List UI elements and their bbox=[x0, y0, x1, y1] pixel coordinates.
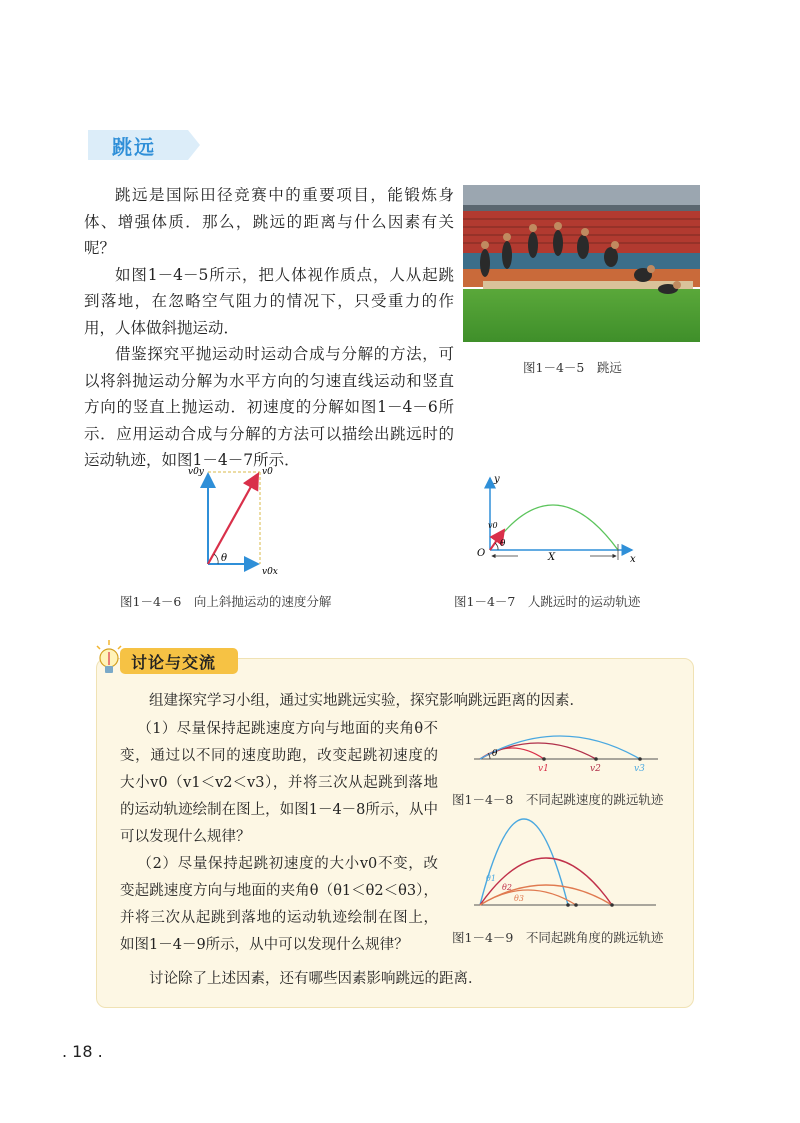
discussion-item-1: （1）尽量保持起跳速度方向与地面的夹角θ不变，通过以不同的速度助跑，改变起跳初速度的大小v0（v1＜v2＜v3），并将三次从起跳到落地的运动轨迹绘制在图上，如图1－4－8所示，从中可以发现什么规律？ bbox=[120, 721, 438, 845]
label-theta-1: θ1 bbox=[486, 874, 496, 883]
discussion-closing: 讨论除了上述因素，还有哪些因素影响跳远的距离． bbox=[149, 971, 483, 987]
label-range: X bbox=[548, 552, 556, 563]
label-v1: v1 bbox=[538, 764, 549, 774]
velocity-decomposition-diagram bbox=[188, 458, 288, 580]
angle-trajectories-diagram bbox=[472, 815, 662, 911]
label-v2: v2 bbox=[590, 764, 601, 774]
figure-6-caption: 图1－4－6 向上斜抛运动的速度分解 bbox=[120, 594, 332, 609]
label-v0: v0 bbox=[262, 467, 273, 477]
trajectory-diagram bbox=[472, 472, 644, 564]
intro-paragraph-1: 跳远是国际田径竞赛中的重要项目，能锻炼身体、增强体质．那么，跳远的距离与什么因素有关呢？ bbox=[84, 186, 454, 257]
page-number: . 18 . bbox=[62, 1042, 103, 1061]
label-y: y bbox=[494, 474, 500, 485]
discussion-item-2: （2）尽量保持起跳初速度的大小v0不变，改变起跳速度方向与地面的夹角θ（θ1＜θ2＜θ3），并将三次从起跳到落地的运动轨迹绘制在图上，如图1－4－9所示，从中可以发现什么规律？ bbox=[120, 856, 438, 953]
intro-paragraph-2: 如图1－4－5所示，把人体视作质点，人从起跳到落地，在忽略空气阻力的情况下，只受重力的作用，人体做斜抛运动． bbox=[84, 265, 454, 337]
discussion-items bbox=[120, 716, 438, 959]
figure-7-caption: 图1－4－7 人跳远时的运动轨迹 bbox=[454, 594, 641, 609]
label-v0x: v0x bbox=[262, 567, 278, 577]
label-theta: θ bbox=[492, 749, 498, 759]
label-v0: v0 bbox=[488, 521, 498, 530]
label-theta: θ bbox=[221, 553, 228, 564]
discussion-title: 讨论与交流 bbox=[131, 653, 217, 672]
figure-8-caption: 图1－4－8 不同起跳速度的跳远轨迹 bbox=[452, 792, 664, 807]
label-theta: θ bbox=[500, 539, 506, 549]
label-v0y: v0y bbox=[188, 467, 204, 477]
speed-trajectories-diagram bbox=[472, 725, 662, 777]
discussion-intro: 组建探究学习小组，通过实地跳远实验，探究影响跳远距离的因素． bbox=[149, 693, 584, 709]
intro-text bbox=[84, 182, 454, 474]
intro-paragraph-3: 借鉴探究平抛运动时运动合成与分解的方法，可以将斜抛运动分解为水平方向的匀速直线运动和竖直方向的竖直上抛运动．初速度的分解如图1－4－6所示．应用运动合成与分解的方法可以描绘出跳远时的运动轨迹，如图1－4－7所示． bbox=[84, 345, 454, 469]
section-title: 跳远 bbox=[112, 135, 156, 159]
label-origin: O bbox=[477, 548, 486, 559]
label-theta-2: θ2 bbox=[502, 883, 512, 892]
figure-5-caption: 图1－4－5 跳远 bbox=[523, 360, 622, 375]
figure-9-caption: 图1－4－9 不同起跳角度的跳远轨迹 bbox=[452, 930, 664, 945]
label-v3: v3 bbox=[634, 764, 645, 774]
lightbulb-icon bbox=[92, 638, 126, 678]
label-theta-3: θ3 bbox=[514, 894, 524, 903]
long-jump-photo bbox=[463, 185, 700, 342]
label-x: x bbox=[630, 554, 636, 564]
